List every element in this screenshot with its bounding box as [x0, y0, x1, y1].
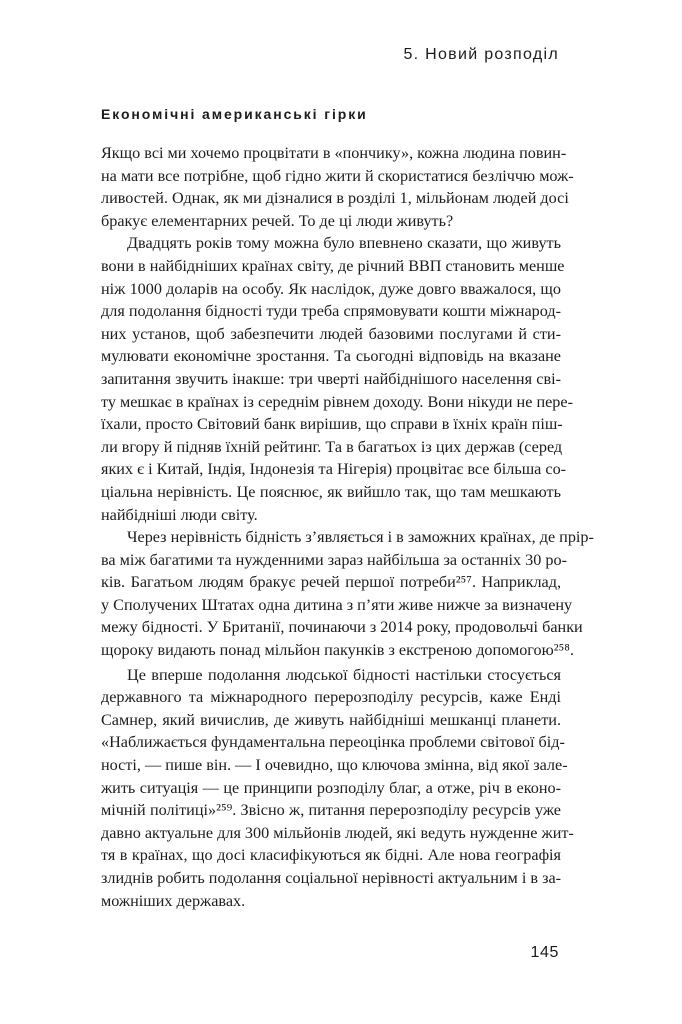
text-line: Самнер, який вичислив, де живуть найбідніші мешканці планети.: [101, 710, 561, 729]
text-line: найбідніші люди світу.: [101, 505, 258, 524]
text-line: «Наближається фундаментальна переоцінка проблеми світової бід-: [101, 733, 565, 752]
text-line: ливостей. Однак, як ми дізналися в розділі 1, мільйонам людей досі: [101, 189, 569, 208]
text-line: вони в найбідніших країнах світу, де річний ВВП становить менше: [101, 256, 565, 275]
text-line: межу бідності. У Британії, починаючи з 2014 року, продовольчі банки: [101, 618, 583, 637]
text-line: ва між багатими та нужденними зараз найбільша за останніх 30 ро-: [101, 550, 567, 569]
text-line: ту мешкає в країнах із середнім рівнем доходу. Вони нікуди не пере-: [101, 392, 573, 411]
text-line: ніж 1000 доларів на особу. Як наслідок, дуже довго вважалося, що: [101, 279, 561, 298]
text-line: на мати все потрібне, щоб гідно жити й скористатися безліччю мож-: [101, 166, 574, 185]
text-line: бракує елементарних речей. То де ці люди живуть?: [101, 211, 454, 230]
text-line: Це вперше подолання людської бідності настільки стосується: [127, 665, 561, 684]
body-text: [101, 142, 594, 912]
text-line: Двадцять років тому можна було впевнено сказати, що живуть: [127, 234, 561, 253]
section-title: Економічні американські гірки: [101, 106, 368, 122]
text-line: них установ, щоб забезпечити людей базовими послугами й сти-: [101, 324, 561, 343]
text-line: ціальна нерівність. Це пояснює, як вийшло так, що там мешкають: [101, 482, 561, 501]
text-line: державного та міжнародного перерозподілу ресурсів, каже Енді: [101, 688, 561, 707]
text-line: запитання звучить інакше: три чверті найбіднішого населення сві-: [101, 369, 561, 388]
text-line: мулювати економічне зростання. Та сьогодні відповідь на вказане: [101, 347, 561, 366]
text-line: злиднів робить подолання соціальної нерівності актуальним і в за-: [101, 869, 562, 887]
text-line: можніших державах.: [101, 891, 246, 910]
text-line: тя в країнах, що досі класифікуються як бідні. Але нова географія: [101, 846, 561, 865]
text-line: щороку видають понад мільйон пакунків з екстреною допомогою²⁵⁸.: [101, 641, 574, 660]
text-line: яких є і Китай, Індія, Індонезія та Нігерія) процвітає все більша со-: [101, 460, 567, 479]
text-line: Через нерівність бідність з’являється і в заможних країнах, де прір-: [127, 528, 594, 547]
text-line: ків. Багатьом людям бракує речей першої потреби²⁵⁷. Наприклад,: [101, 573, 561, 592]
text-line: мічній політиці»²⁵⁹. Звісно ж, питання перерозподілу ресурсів уже: [101, 801, 561, 820]
text-line: їхали, просто Світовий банк вирішив, що справи в їхніх країн піш-: [101, 415, 563, 434]
text-line: для подолання бідності туди треба спрямовувати кошти міжнарод-: [101, 302, 561, 321]
text-line: у Сполучених Штатах одна дитина з п’яти живе нижче за визначену: [101, 595, 573, 614]
text-line: Якщо всі ми хочемо процвітати в «пончику», кожна людина повин-: [101, 144, 567, 162]
text-line: ли вгору й підняв їхній рейтинг. Та в багатьох із цих держав (серед: [101, 437, 563, 456]
text-line: ності, — пише він. — І очевидно, що ключова змінна, від якої зале-: [101, 756, 568, 775]
page-number: 145: [530, 944, 559, 961]
running-header: 5. Новий розподіл: [403, 46, 559, 63]
text-line: давно актуальне для 300 мільйонів людей, які ведуть нужденне жит-: [101, 823, 574, 842]
text-line: жить ситуація — це принципи розподілу благ, а отже, річ в еконо-: [101, 778, 561, 797]
